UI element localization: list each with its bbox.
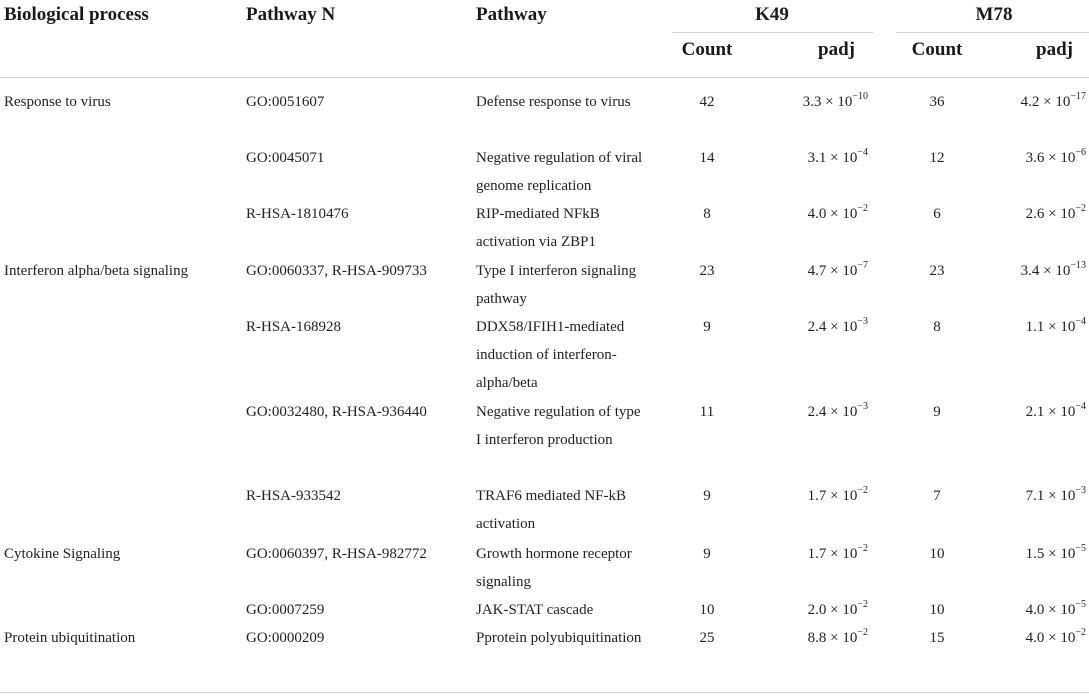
- k49-padj-exponent: −3: [857, 316, 868, 327]
- header-m78-padj: padj: [1036, 39, 1073, 60]
- pathway-id-cell: R-HSA-1810476: [246, 206, 349, 222]
- m78-padj-cell: [985, 596, 1086, 624]
- m78-padj-cell: [985, 144, 1086, 172]
- k49-padj-mantissa: 8.8 × 10: [807, 630, 858, 646]
- pathway-cell: DDX58/IFIH1-mediated induction of interferon-alpha/beta: [476, 319, 625, 391]
- pathway-cell: RIP-mediated NFkB activation via ZBP1: [476, 206, 600, 250]
- k49-padj-mantissa: 3.1 × 10: [807, 150, 858, 166]
- m78-padj-cell: [985, 257, 1086, 285]
- m78-padj-exponent: −17: [1070, 91, 1086, 102]
- k49-padj-exponent: −2: [857, 485, 868, 496]
- m78-count-cell: 15: [929, 630, 945, 646]
- m78-padj-cell: [985, 540, 1086, 568]
- m78-count-cell: 10: [929, 546, 945, 562]
- m78-count-cell: 12: [929, 150, 945, 166]
- k49-padj-exponent: −2: [857, 599, 868, 610]
- m78-padj-mantissa: 2.1 × 10: [1025, 404, 1076, 420]
- pathway-id-cell: GO:0007259: [246, 602, 325, 618]
- m78-padj-cell: [985, 624, 1086, 652]
- k49-padj-cell: [760, 200, 868, 228]
- m78-padj-exponent: −2: [1075, 203, 1086, 214]
- m78-count-cell: 9: [933, 404, 941, 420]
- m78-padj-exponent: −5: [1075, 543, 1086, 554]
- m78-count-cell: 6: [933, 206, 941, 222]
- k49-count-cell: 9: [703, 546, 711, 562]
- m78-padj-cell: [985, 398, 1086, 426]
- k49-padj-exponent: −4: [857, 147, 868, 158]
- header-pathway-n: Pathway N: [246, 4, 336, 25]
- m78-padj-mantissa: 4.0 × 10: [1025, 630, 1076, 646]
- m78-padj-mantissa: 3.4 × 10: [1020, 263, 1071, 279]
- k49-padj-cell: [760, 540, 868, 568]
- m78-padj-cell: [985, 482, 1086, 510]
- process-cell: Response to virus: [4, 94, 111, 110]
- table-bottom-rule: [0, 692, 1089, 693]
- m78-count-cell: 10: [929, 602, 945, 618]
- m78-padj-mantissa: 1.5 × 10: [1025, 546, 1076, 562]
- k49-padj-mantissa: 2.4 × 10: [807, 319, 858, 335]
- header-k49-count: Count: [681, 39, 733, 60]
- pathway-id-cell: GO:0051607: [246, 94, 325, 110]
- pathway-id-cell: GO:0000209: [246, 630, 325, 646]
- m78-padj-mantissa: 4.2 × 10: [1020, 94, 1071, 110]
- m78-padj-exponent: −2: [1075, 627, 1086, 638]
- k49-padj-exponent: −10: [852, 91, 868, 102]
- pathway-cell: Growth hormone receptor signaling: [476, 546, 632, 590]
- k49-padj-mantissa: 3.3 × 10: [802, 94, 853, 110]
- m78-padj-cell: [985, 88, 1086, 116]
- k49-count-cell: 11: [699, 404, 715, 420]
- k49-padj-cell: [760, 313, 868, 341]
- k49-padj-mantissa: 2.4 × 10: [807, 404, 858, 420]
- pathway-cell: Pprotein polyubiquitination: [476, 630, 642, 646]
- k49-padj-mantissa: 4.0 × 10: [807, 206, 858, 222]
- header-bottom-rule: [0, 77, 1089, 78]
- header-pathway: Pathway: [476, 4, 547, 25]
- m78-padj-exponent: −3: [1075, 485, 1086, 496]
- header-biological-process: Biological process: [4, 4, 149, 25]
- m78-padj-mantissa: 4.0 × 10: [1025, 602, 1076, 618]
- header-group-k49: K49: [755, 4, 789, 25]
- pathway-cell: JAK-STAT cascade: [476, 602, 594, 618]
- m78-padj-exponent: −5: [1075, 599, 1086, 610]
- process-cell: Interferon alpha/beta signaling: [4, 263, 189, 279]
- m78-count-cell: 36: [929, 94, 945, 110]
- m78-underline: [896, 32, 1089, 33]
- m78-padj-exponent: −4: [1075, 316, 1086, 327]
- header-group-m78: M78: [975, 4, 1013, 25]
- pathway-cell: Type I interferon signaling pathway: [476, 263, 637, 307]
- k49-padj-mantissa: 4.7 × 10: [807, 263, 858, 279]
- pathway-id-cell: GO:0060337, R-HSA-909733: [246, 263, 427, 279]
- k49-count-cell: 25: [699, 630, 715, 646]
- k49-padj-mantissa: 1.7 × 10: [807, 546, 858, 562]
- m78-padj-exponent: −13: [1070, 260, 1086, 271]
- k49-padj-cell: [760, 398, 868, 426]
- pathway-cell: Negative regulation of viral genome replication: [476, 150, 643, 194]
- k49-padj-exponent: −2: [857, 543, 868, 554]
- k49-padj-cell: [760, 596, 868, 624]
- k49-padj-cell: [760, 624, 868, 652]
- header-m78-count: Count: [911, 39, 963, 60]
- m78-count-cell: 23: [929, 263, 945, 279]
- process-cell: Cytokine Signaling: [4, 546, 121, 562]
- m78-padj-cell: [985, 313, 1086, 341]
- m78-padj-mantissa: 3.6 × 10: [1025, 150, 1076, 166]
- pathway-id-cell: R-HSA-168928: [246, 319, 342, 335]
- k49-padj-exponent: −2: [857, 627, 868, 638]
- m78-padj-mantissa: 7.1 × 10: [1025, 488, 1076, 504]
- k49-padj-cell: [760, 144, 868, 172]
- k49-padj-cell: [760, 257, 868, 285]
- pathway-id-cell: R-HSA-933542: [246, 488, 342, 504]
- pathway-cell: TRAF6 mediated NF-kB activation: [476, 488, 626, 532]
- k49-padj-exponent: −7: [857, 260, 868, 271]
- pathway-cell: Negative regulation of type I interferon production: [476, 404, 641, 448]
- header-k49-padj: padj: [818, 39, 855, 60]
- k49-count-cell: 23: [699, 263, 715, 279]
- k49-count-cell: 8: [703, 206, 711, 222]
- pathway-id-cell: GO:0032480, R-HSA-936440: [246, 404, 427, 420]
- pathway-cell: Defense response to virus: [476, 94, 631, 110]
- pathway-id-cell: GO:0045071: [246, 150, 325, 166]
- k49-padj-exponent: −2: [857, 203, 868, 214]
- k49-padj-mantissa: 2.0 × 10: [807, 602, 858, 618]
- m78-count-cell: 8: [933, 319, 941, 335]
- pathway-id-cell: GO:0060397, R-HSA-982772: [246, 546, 427, 562]
- k49-count-cell: 9: [703, 488, 711, 504]
- m78-count-cell: 7: [933, 488, 941, 504]
- process-cell: Protein ubiquitination: [4, 630, 136, 646]
- k49-padj-mantissa: 1.7 × 10: [807, 488, 858, 504]
- m78-padj-exponent: −6: [1075, 147, 1086, 158]
- m78-padj-exponent: −4: [1075, 401, 1086, 412]
- m78-padj-cell: [985, 200, 1086, 228]
- k49-count-cell: 10: [699, 602, 715, 618]
- k49-padj-cell: [760, 482, 868, 510]
- k49-padj-cell: [760, 88, 868, 116]
- k49-count-cell: 42: [699, 94, 715, 110]
- k49-count-cell: 14: [699, 150, 715, 166]
- m78-padj-mantissa: 2.6 × 10: [1025, 206, 1076, 222]
- m78-padj-mantissa: 1.1 × 10: [1025, 319, 1076, 335]
- k49-padj-exponent: −3: [857, 401, 868, 412]
- k49-count-cell: 9: [703, 319, 711, 335]
- k49-underline: [672, 32, 873, 33]
